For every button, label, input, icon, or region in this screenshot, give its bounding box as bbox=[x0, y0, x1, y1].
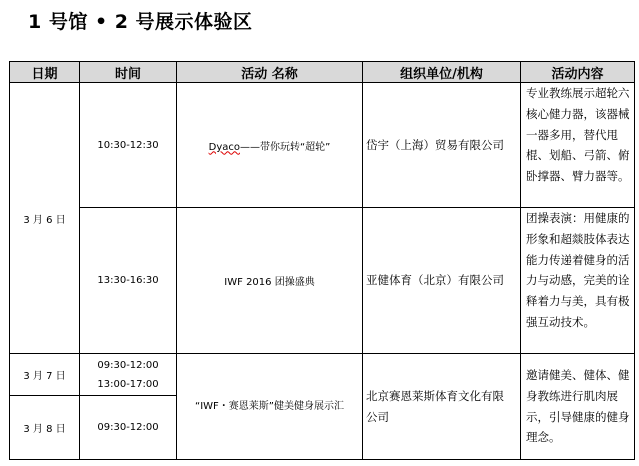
time-cell: 10:30-12:30 bbox=[80, 83, 177, 208]
activity-cell bbox=[177, 83, 363, 208]
table-row bbox=[10, 83, 635, 208]
header-activity: 活动 名称 bbox=[177, 62, 363, 83]
content-cell: 团操表演：用健康的形象和超燚肢体表达能力传递着健身的活力与动感，完美的诠释着力与美，具有极强互动技术。 bbox=[521, 208, 635, 354]
header-organizer: 组织单位/机构 bbox=[363, 62, 521, 83]
activity-name: ——带你玩转“超轮” bbox=[240, 141, 331, 153]
date-cell: 3 月 7 日 bbox=[10, 354, 80, 396]
time-slot-2: 13:00-17:00 bbox=[97, 378, 159, 390]
activity-cell: “IWF・赛恩莱斯”健美健身展示汇 bbox=[177, 354, 363, 460]
activity-brand: Dyaco bbox=[208, 141, 240, 153]
date-cell: 3 月 8 日 bbox=[10, 396, 80, 460]
table-row bbox=[10, 208, 635, 354]
time-cell: 09:30-12:00 bbox=[80, 396, 177, 460]
header-date: 日期 bbox=[10, 62, 80, 83]
page-title: 1 号馆 • 2 号展示体验区 bbox=[28, 11, 253, 33]
organizer-cell: 岱宇（上海）贸易有限公司 bbox=[363, 83, 521, 208]
table-row bbox=[10, 354, 635, 396]
time-cell bbox=[80, 354, 177, 396]
activity-cell: IWF 2016 团操盛典 bbox=[177, 208, 363, 354]
time-slot-1: 09:30-12:00 bbox=[97, 359, 159, 371]
header-content: 活动内容 bbox=[521, 62, 635, 83]
header-time: 时间 bbox=[80, 62, 177, 83]
content-cell: 邀请健美、健体、健身教练进行肌肉展示，引导健康的健身理念。 bbox=[521, 354, 635, 460]
date-cell: 3 月 6 日 bbox=[10, 83, 80, 354]
organizer-cell: 亚健体育（北京）有限公司 bbox=[363, 208, 521, 354]
time-cell: 13:30-16:30 bbox=[80, 208, 177, 354]
organizer-cell: 北京赛恩莱斯体育文化有限公司 bbox=[363, 354, 521, 460]
content-cell: 专业教练展示超轮六核心健力器，该器械一器多用，替代甩棍、划船、弓箭、俯卧撑器、臂力器等。 bbox=[521, 83, 635, 208]
header-row bbox=[10, 62, 635, 83]
schedule-table bbox=[9, 61, 635, 460]
